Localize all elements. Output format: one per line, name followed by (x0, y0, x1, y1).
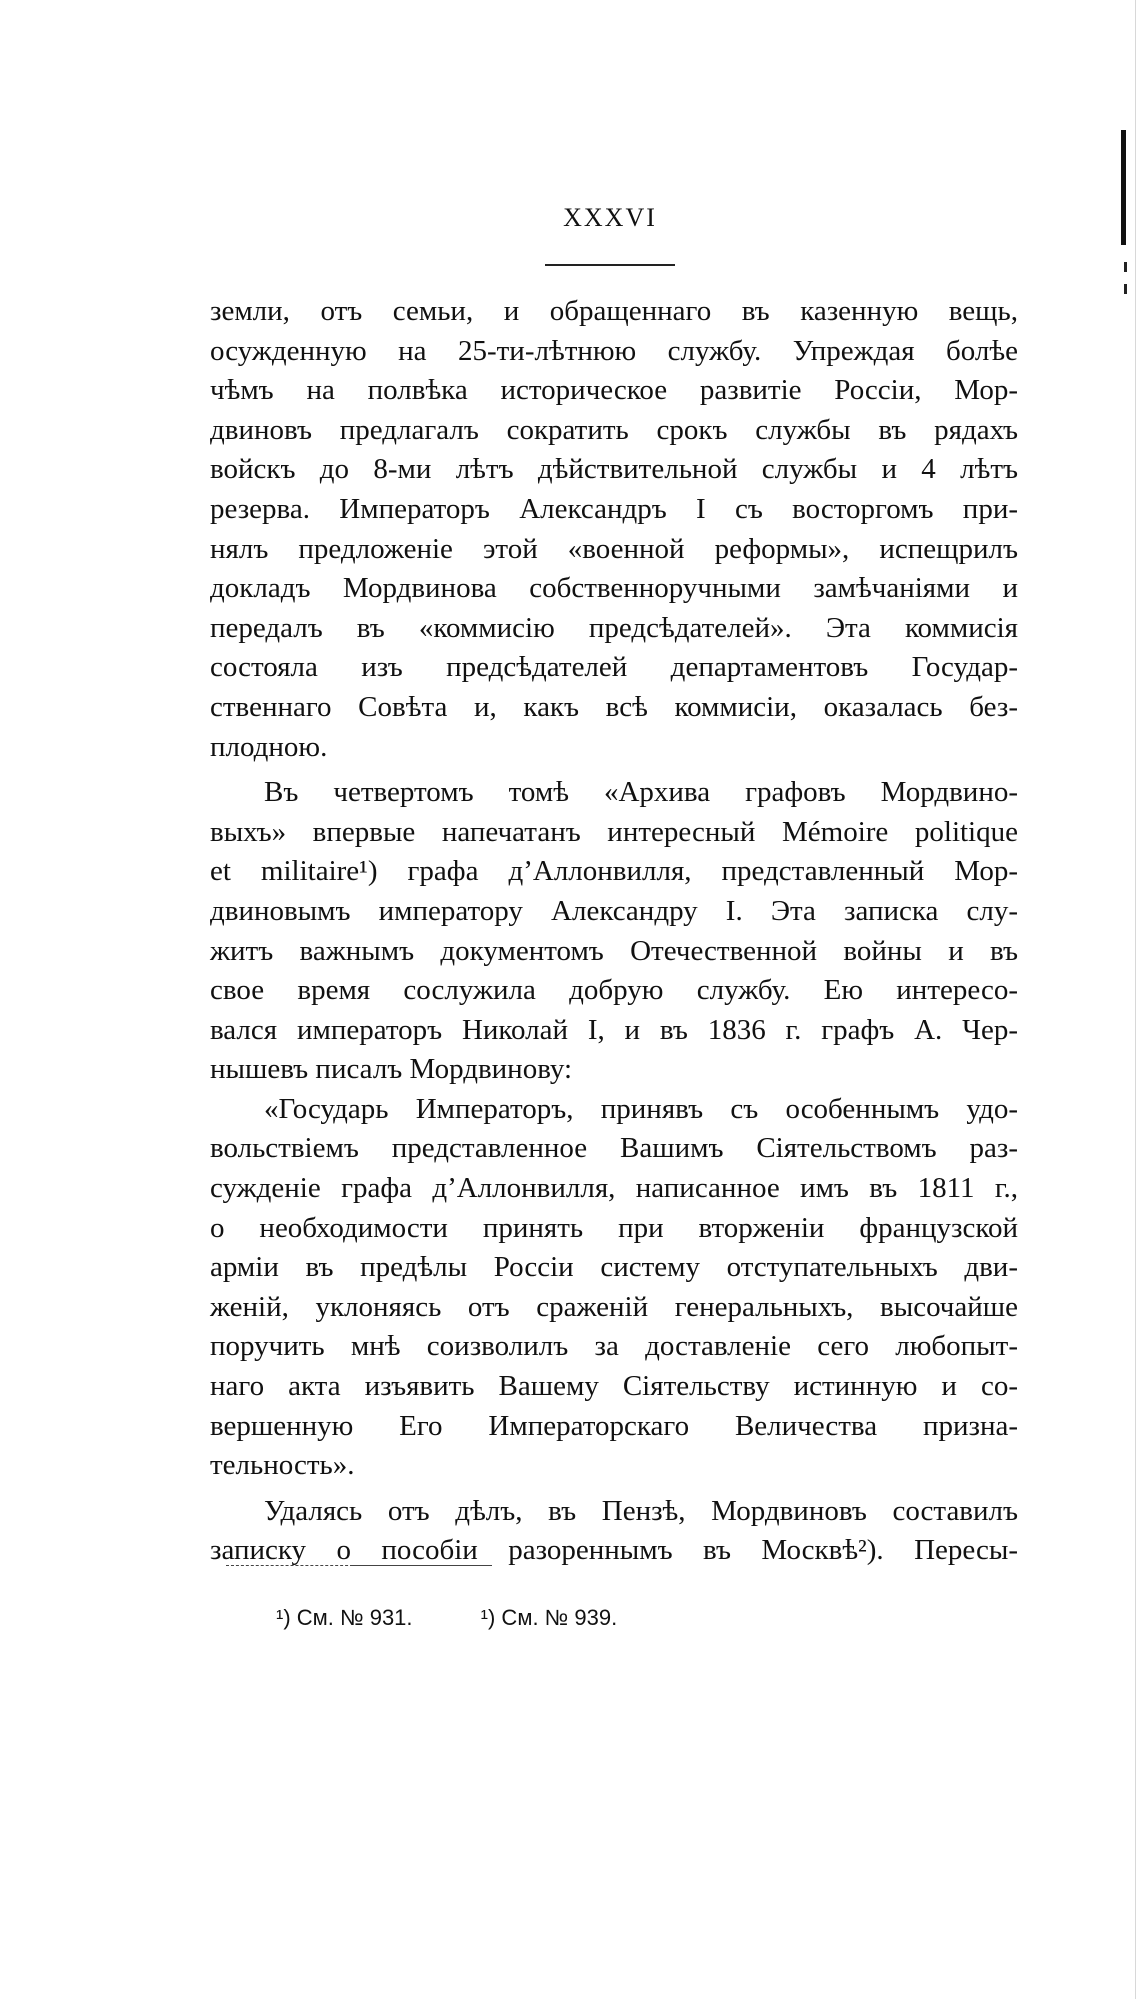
text-line: Въ четвертомъ томѣ «Архива графовъ Мордвино- (264, 776, 1018, 809)
footnote-1: ¹) См. № 931. (276, 1605, 413, 1630)
text-line: вершенную Его Императорскаго Величества призна- (210, 1409, 1018, 1442)
text-line: вольствіемъ представленное Вашимъ Сіятельствомъ раз- (210, 1132, 1018, 1165)
text-line: двиновъ предлагалъ сократить срокъ службы въ рядахъ (210, 413, 1018, 446)
text-line: вался императоръ Николай I, и въ 1836 г. графъ А. Чер- (210, 1013, 1018, 1046)
text-line: чѣмъ на полвѣка историческое развитіе Россіи, Мор- (210, 374, 1018, 407)
text-line: свое время сослужила добрую службу. Ею интересо- (210, 974, 1018, 1007)
paragraph-3-quotation (210, 1090, 1018, 1486)
margin-scan-bar (1121, 130, 1126, 245)
text-line: записку о пособіи разореннымъ въ Москвѣ²). Пересы- (210, 1534, 1018, 1567)
text-line: поручить мнѣ соизволилъ за доставленіе сего любопыт- (210, 1330, 1018, 1363)
page-number-underline (545, 264, 675, 266)
text-line: земли, отъ семьи, и обращеннаго въ казенную вещь, (210, 295, 1018, 327)
text-line: резерва. Императоръ Александръ I съ восторгомъ при- (210, 492, 1018, 525)
text-line: житъ важнымъ документомъ Отечественной войны и въ (210, 934, 1018, 967)
paragraph-1 (210, 292, 1018, 767)
text-line: выхъ» впервые напечатанъ интересный Mémoire politique (210, 815, 1018, 848)
text-line: докладъ Мордвинова собственноручными замѣчаніями и (210, 572, 1018, 605)
text-line: «Государь Императоръ, принявъ съ особеннымъ удо- (264, 1092, 1018, 1125)
text-line: нышевъ писалъ Мордвинову: (210, 1053, 573, 1086)
text-line: состояла изъ предсѣдателей департаментовъ Государ- (210, 651, 1018, 684)
text-line: войскъ до 8-ми лѣтъ дѣйствительной службы и 4 лѣтъ (210, 453, 1018, 486)
paragraph-4 (210, 1492, 1018, 1571)
text-line: нялъ предложеніе этой «военной реформы», испещрилъ (210, 532, 1018, 565)
text-line: ственнаго Совѣта и, какъ всѣ коммисіи, оказалась без- (210, 690, 1018, 723)
margin-scan-mark (1124, 262, 1127, 272)
text-line: женій, уклоняясь отъ сраженій генеральныхъ, высочайше (210, 1290, 1018, 1323)
page-edge-shadow (1135, 0, 1136, 1999)
footnote-separator-segment (350, 1565, 490, 1566)
text-line: передалъ въ «коммисію предсѣдателей». Эта коммисія (210, 611, 1018, 644)
footnotes (276, 1605, 679, 1631)
text-line: наго акта изъявить Вашему Сіятельству истинную и со- (210, 1370, 1018, 1403)
body-text (210, 292, 1018, 1571)
text-line: арміи въ предѣлы Россіи систему отступательныхъ дви- (210, 1251, 1018, 1284)
text-line: плодною. (210, 730, 328, 763)
text-line: et militaire¹) графа д’Аллонвилля, представленный Мор- (210, 855, 1018, 888)
text-line: двиновымъ императору Александру I. Эта записка слу- (210, 894, 1018, 927)
text-line: сужденіе графа д’Аллонвилля, написанное имъ въ 1811 г., (210, 1172, 1018, 1205)
text-line: Удалясь отъ дѣлъ, въ Пензѣ, Мордвиновъ составилъ (264, 1494, 1018, 1527)
text-line: тельность». (210, 1449, 355, 1482)
footnote-2: ¹) См. № 939. (480, 1605, 618, 1630)
page-number: XXXVI (563, 203, 657, 232)
text-line: осужденную на 25-ти-лѣтнюю службу. Упреждая болѣе (210, 334, 1018, 367)
text-line: о необходимости принять при вторженіи французской (210, 1211, 1018, 1244)
paragraph-2 (210, 773, 1018, 1090)
margin-scan-mark (1124, 284, 1127, 294)
